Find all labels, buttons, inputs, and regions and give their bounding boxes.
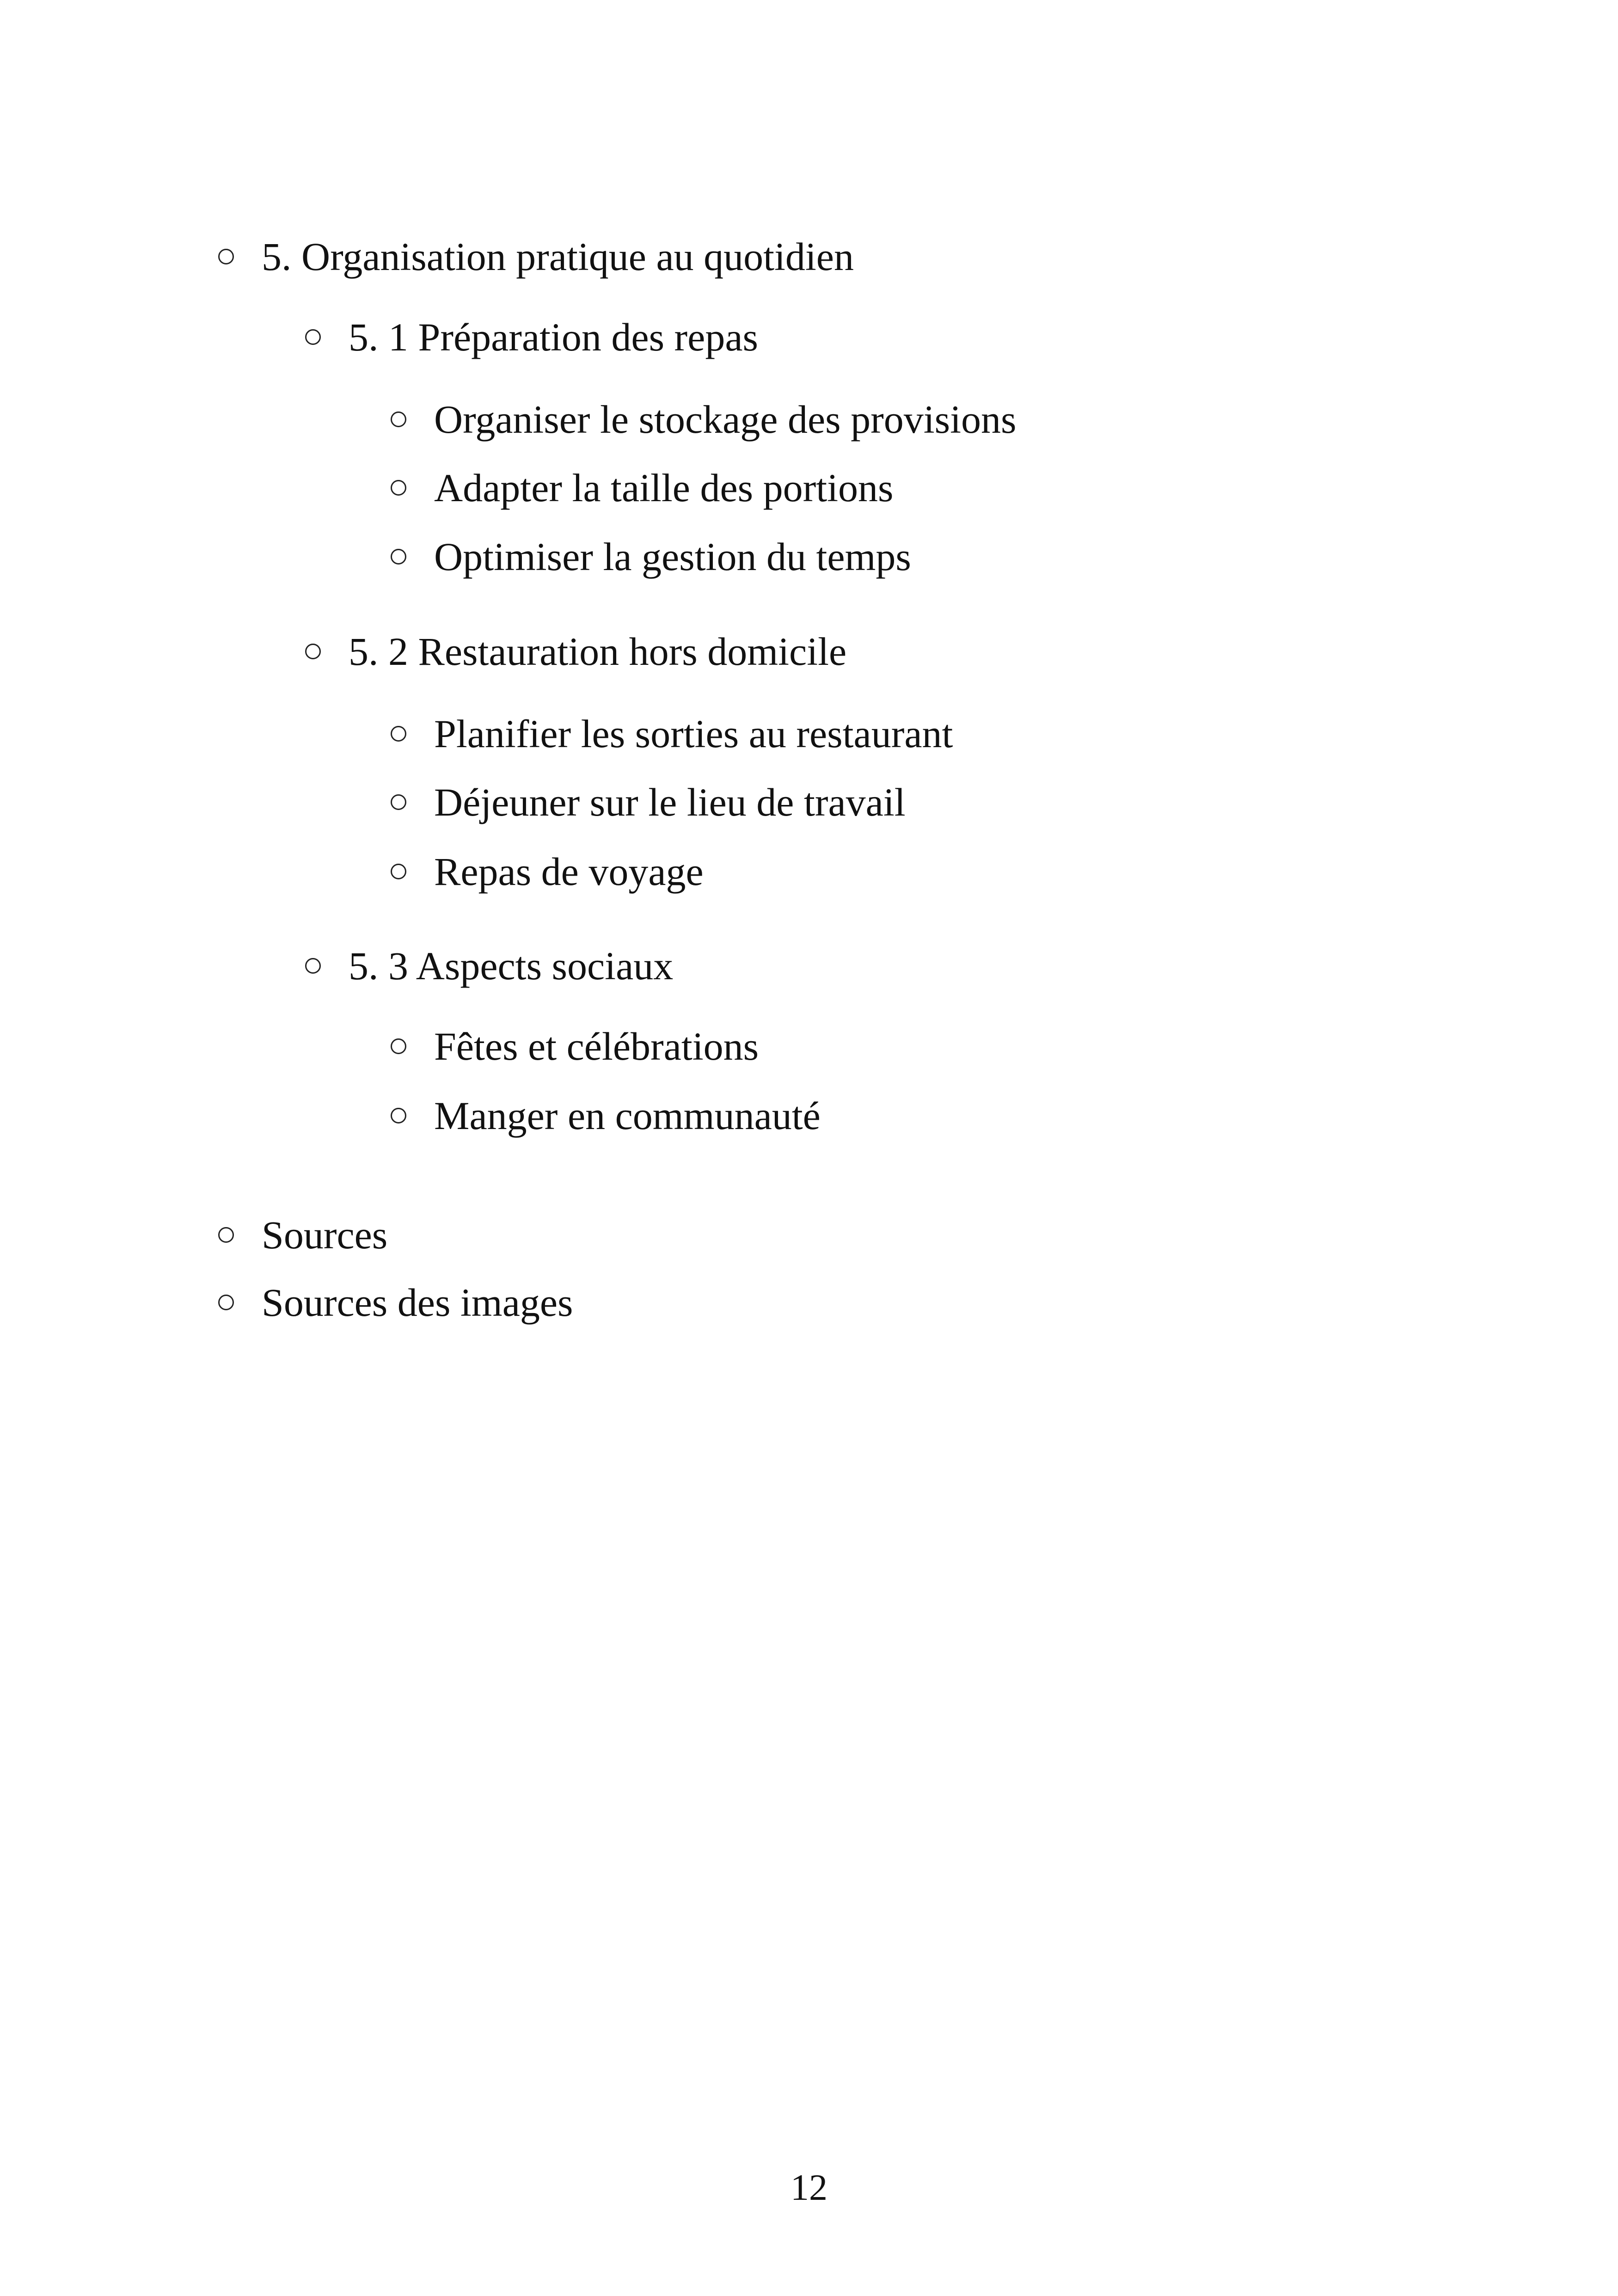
hollow-bullet-icon: [218, 1295, 234, 1310]
toc-entry-travel-meals: [391, 849, 704, 894]
hollow-bullet-icon: [218, 249, 234, 264]
toc-entry-celebrations: [391, 1026, 759, 1066]
toc-entry-storage: [391, 397, 1017, 442]
toc-entry-label: Planifier les sorties au restaurant: [434, 712, 953, 756]
hollow-bullet-icon: [391, 1038, 406, 1054]
toc-entry-label: 5. 3 Aspects sociaux: [349, 944, 674, 988]
toc-entry-section-5-1: [305, 317, 758, 357]
toc-entry-label: 5. 2 Restauration hors domicile: [349, 629, 847, 674]
hollow-bullet-icon: [305, 329, 321, 345]
hollow-bullet-icon: [391, 411, 406, 427]
toc-entry-label: Optimiser la gestion du temps: [434, 534, 911, 579]
hollow-bullet-icon: [391, 794, 406, 810]
toc-entry-label: Sources des images: [262, 1280, 573, 1325]
toc-entry-label: Déjeuner sur le lieu de travail: [434, 780, 906, 824]
hollow-bullet-icon: [218, 1227, 234, 1243]
toc-entry-image-sources: [218, 1280, 573, 1325]
toc-entry-label: Sources: [262, 1213, 388, 1257]
toc-entry-section-5-3: [305, 946, 673, 986]
hollow-bullet-icon: [391, 480, 406, 496]
toc-entry-restaurant: [391, 714, 953, 754]
hollow-bullet-icon: [391, 726, 406, 742]
hollow-bullet-icon: [391, 1108, 406, 1123]
toc-entry-portions: [391, 468, 894, 508]
toc-entry-section-5-2: [305, 629, 847, 674]
hollow-bullet-icon: [305, 958, 321, 974]
page-number: 12: [791, 2167, 827, 2208]
toc-entry-label: Fêtes et célébrations: [434, 1024, 759, 1068]
toc-entry-label: 5. 1 Préparation des repas: [349, 315, 758, 359]
hollow-bullet-icon: [305, 644, 321, 659]
toc-entry-workplace-lunch: [391, 782, 906, 822]
toc-entry-time-management: [391, 534, 911, 579]
toc-entry-label: Manger en communauté: [434, 1093, 821, 1138]
toc-entry-label: Organiser le stockage des provisions: [434, 397, 1017, 442]
toc-entry-sources: [218, 1215, 387, 1255]
toc-entry-label: Repas de voyage: [434, 849, 704, 894]
hollow-bullet-icon: [391, 549, 406, 565]
toc-entry-community-eating: [391, 1093, 821, 1138]
hollow-bullet-icon: [391, 864, 406, 879]
toc-entry-label: Adapter la taille des portions: [434, 466, 894, 510]
toc-entry-label: 5. Organisation pratique au quotidien: [262, 234, 854, 279]
toc-entry-section-5: [218, 234, 854, 279]
